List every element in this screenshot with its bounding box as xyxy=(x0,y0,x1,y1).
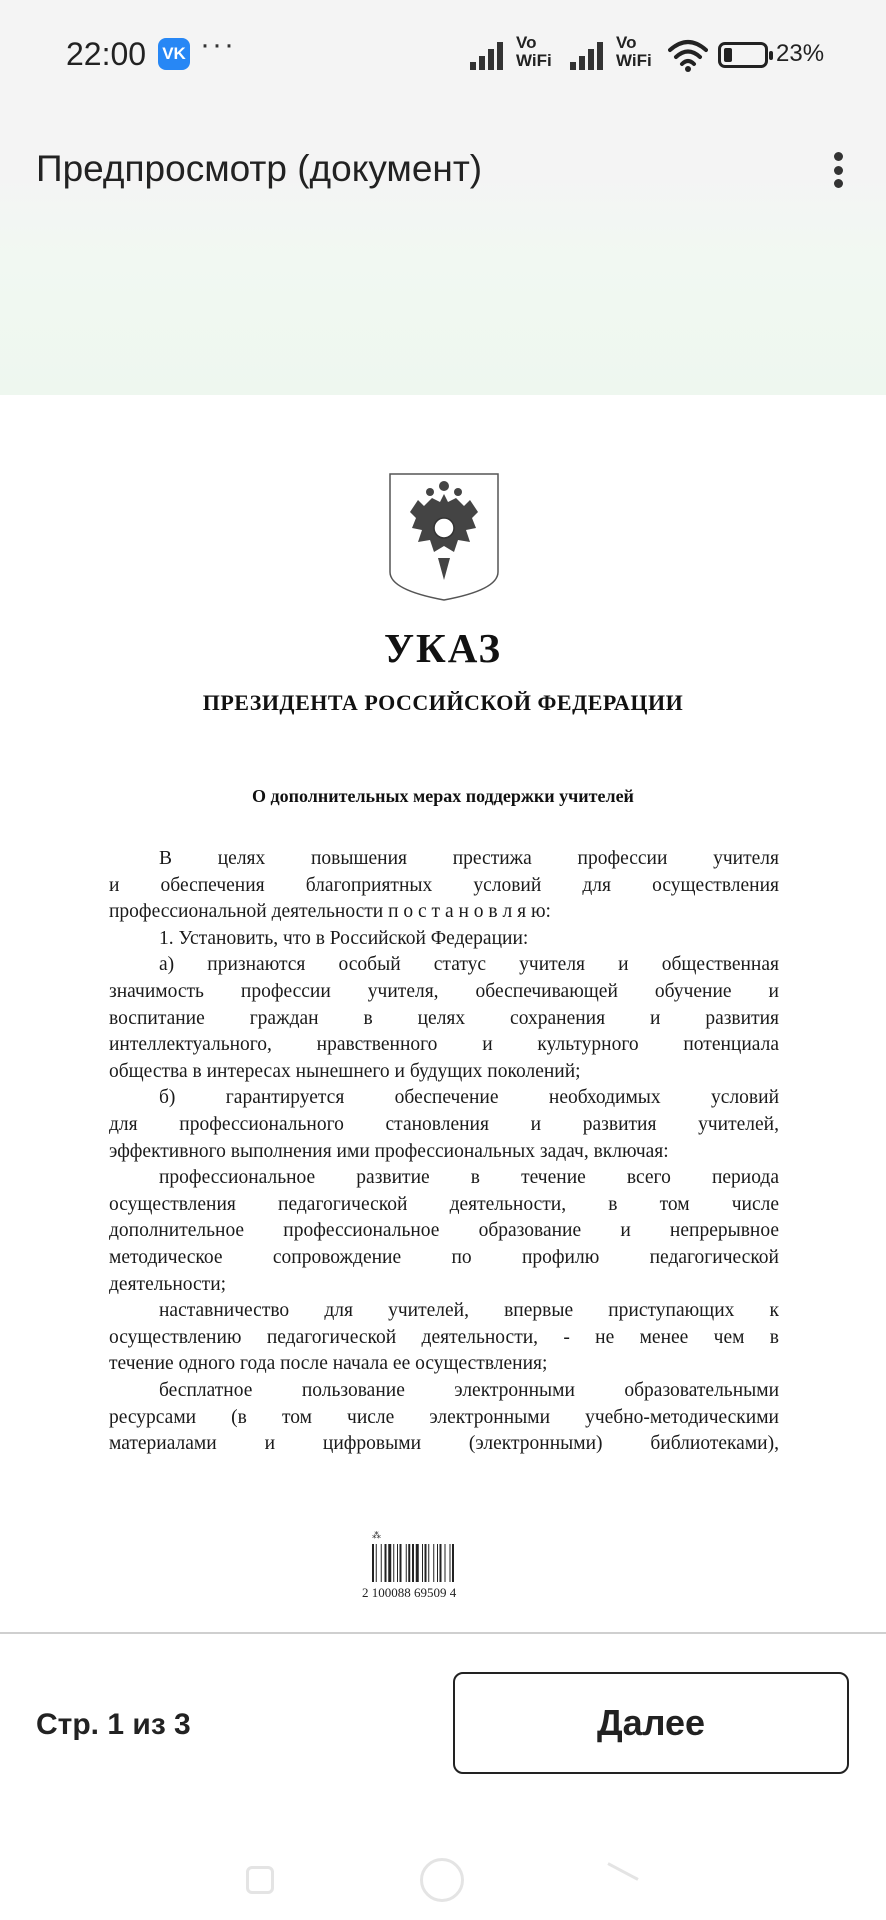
more-vert-icon[interactable] xyxy=(818,148,858,192)
vowifi-indicator-1: Vo WiFi xyxy=(516,33,552,70)
document-line: для профессионального становления и развития учителей, xyxy=(109,1114,779,1135)
document-line: ресурсами (в том числе электронными учебно-методическими xyxy=(109,1406,779,1428)
document-line: материалами и цифровыми (электронными) библиотеками), xyxy=(109,1433,779,1455)
document-line: осуществлению педагогической деятельности, - не менее чем в xyxy=(109,1326,779,1348)
vowifi-indicator-2: Vo WiFi xyxy=(616,33,652,70)
status-bar xyxy=(0,0,886,110)
signal-strength-icon-2 xyxy=(570,40,606,70)
document-line: осуществления педагогической деятельности, в том числе xyxy=(109,1193,779,1215)
document-line: деятельности; xyxy=(109,1273,227,1295)
barcode-number: 2 100088 69509 4 xyxy=(362,1585,457,1600)
app-header-area xyxy=(0,0,886,395)
document-line: общества в интересах нынешнего и будущих поколений; xyxy=(109,1060,581,1082)
document-line: а) признаются особый статус учителя и общественная xyxy=(159,954,779,976)
document-title: УКАЗ xyxy=(383,625,503,671)
next-button[interactable]: Далее xyxy=(453,1672,849,1774)
more-notifications-icon: ··· xyxy=(200,28,236,61)
signal-strength-icon xyxy=(470,40,506,70)
document-line: воспитание граждан в целях сохранения и развития xyxy=(109,1007,779,1029)
status-time: 22:00 xyxy=(66,36,147,72)
document-line: значимость профессии учителя, обеспечивающей обучение и xyxy=(109,981,779,1002)
document-line: наставничество для учителей, впервые приступающих к xyxy=(159,1300,779,1322)
document-line: профессиональное развитие в течение всего периода xyxy=(159,1167,779,1189)
document-line: эффективного выполнения ими профессиональных задач, включая: xyxy=(109,1140,669,1162)
page-title: Предпросмотр (документ) xyxy=(36,148,483,189)
document-line: бесплатное пользование электронными образовательными xyxy=(159,1380,779,1401)
coat-of-arms-emblem xyxy=(388,472,500,602)
document-line: 1. Установить, что в Российской Федерации: xyxy=(159,927,529,949)
document-line: методическое сопровождение по профилю педагогической xyxy=(109,1247,779,1268)
document-heading: О дополнительных мерах поддержки учителей xyxy=(252,786,634,806)
battery-percent: 23% xyxy=(776,40,825,67)
vk-icon: VK xyxy=(158,38,190,70)
document-line: интеллектуального, нравственного и культурного потенциала xyxy=(109,1034,779,1056)
barcode-mark: ⁂ xyxy=(372,1530,381,1540)
document-line: профессиональной деятельности п о с т а н о в л я ю: xyxy=(109,901,551,923)
barcode xyxy=(362,1530,482,1600)
page-indicator: Стр. 1 из 3 xyxy=(36,1708,191,1741)
document-line: течение одного года после начала ее осуществления; xyxy=(109,1353,548,1375)
recent-apps-icon[interactable] xyxy=(246,1866,274,1894)
document-line: и обеспечения благоприятных условий для осуществления xyxy=(109,874,779,896)
document-line: дополнительное профессиональное образование и непрерывное xyxy=(109,1220,779,1242)
document-line: б) гарантируется обеспечение необходимых условий xyxy=(159,1087,779,1109)
barcode-bars xyxy=(372,1544,472,1584)
battery-icon xyxy=(718,42,768,68)
document-line: В целях повышения престижа профессии учителя xyxy=(159,848,779,869)
wifi-icon xyxy=(668,38,708,72)
document-subtitle: ПРЕЗИДЕНТА РОССИЙСКОЙ ФЕДЕРАЦИИ xyxy=(202,690,684,715)
home-icon[interactable] xyxy=(420,1858,464,1902)
